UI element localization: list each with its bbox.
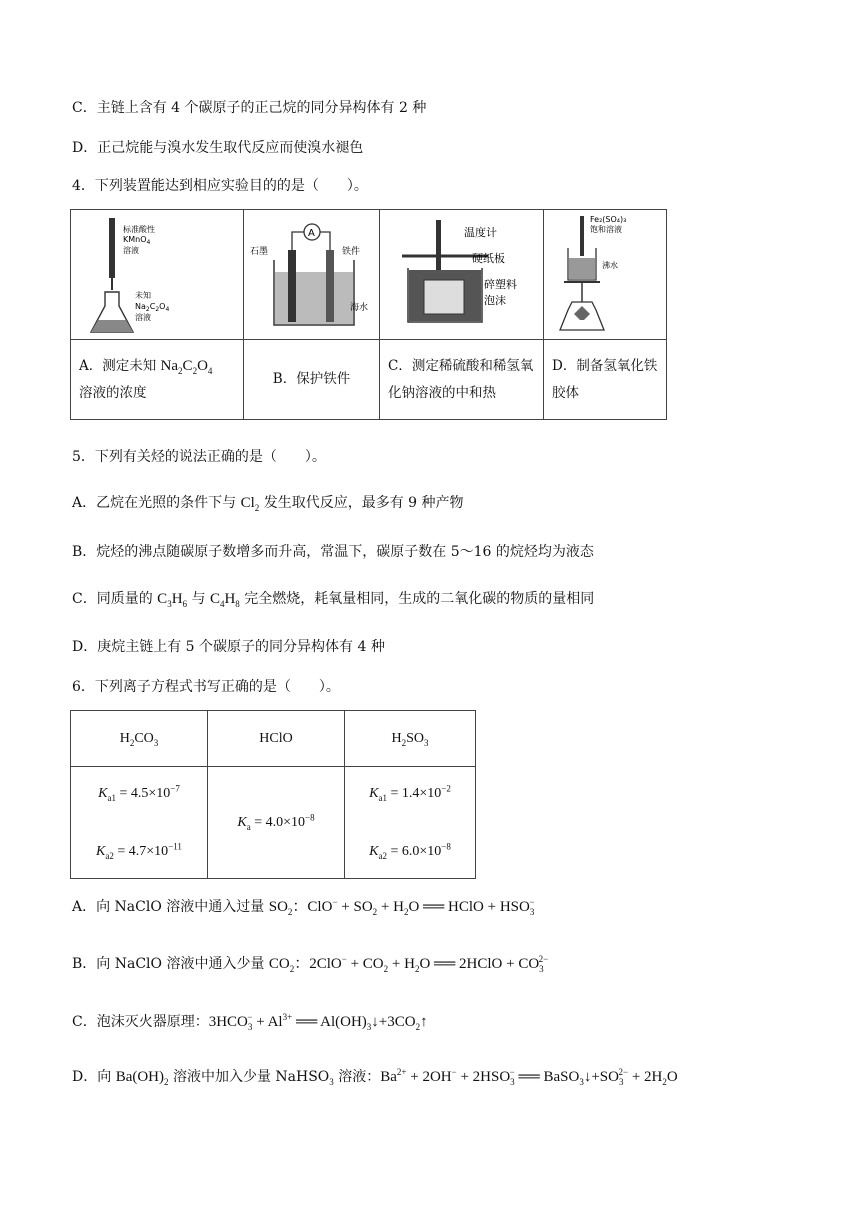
seawater-label: 海水 — [350, 303, 369, 313]
caption-c: C．测定稀硫酸和稀氢氧化钠溶液的中和热 — [380, 340, 544, 420]
fig-a-label-acid: 标准酸性 — [123, 225, 155, 234]
q3-option-c: C．主链上含有 4 个碳原子的正己烷的同分异构体有 2 种 — [72, 100, 427, 116]
q5-option-c: C．同质量的 $C_3H_6$ 与 $C_4H_8$ 完全燃烧，耗氧量相同，生成的二氧化碳的物质的量相同 — [72, 591, 595, 609]
foam-label-1: 碎塑料 — [484, 278, 517, 291]
svg-text:KMnO4: KMnO$_4$ — [123, 235, 151, 246]
calorimeter-figure — [380, 210, 543, 335]
q6-stem: 6．下列离子方程式书写正确的是（ ）。 — [72, 679, 340, 695]
fig-a-label-solution: 溶液 — [123, 246, 139, 255]
ka-table — [70, 710, 476, 879]
header-h2co3: $H_2CO_3$ — [71, 711, 208, 767]
hclo-ka-value: $K_a = 4.0\times 10^{-8}$ — [208, 767, 345, 879]
figure-c-cell — [380, 210, 544, 340]
q6-option-c: C．泡沫灭火器原理：$3HCO_3^- + Al^{3+}$ ══ $Al(OH)_3↓+3CO_2↑$ — [72, 1012, 428, 1032]
titration-figure — [71, 210, 243, 335]
cardboard-label: 硬纸板 — [472, 252, 505, 265]
caption-d: D．制备氢氧化铁胶体 — [544, 340, 667, 420]
boiling-water-label: 沸水 — [602, 261, 618, 270]
figure-a-cell — [71, 210, 244, 340]
q5-option-b: B．烷烃的沸点随碳原子数增多而升高，常温下，碳原子数在 5～16 的烷烃均为液态 — [72, 544, 594, 560]
figure-d-cell — [544, 210, 667, 340]
q3-option-d: D．正己烷能与溴水发生取代反应而使溴水褪色 — [72, 140, 364, 156]
ammeter-label: A — [308, 228, 315, 239]
caption-b: B．保护铁件 — [244, 340, 380, 420]
saturated-solution-label: 饱和溶液 — [590, 225, 622, 234]
header-h2so3: $H_2SO_3$ — [345, 711, 476, 767]
caption-a: A．测定未知 $Na_2C_2O_4$ 溶液的浓度 — [71, 340, 244, 420]
q5-stem: 5．下列有关烃的说法正确的是（ ）。 — [72, 449, 326, 465]
q6-option-b: B．向 NaClO 溶液中通入少量 $CO_2$：$2ClO^- + CO_2 + H_2O$ ══ 2HClO + $CO_3^{2-}$ — [72, 954, 549, 974]
fig-a-label-unknown: 未知 — [135, 291, 151, 300]
q5-option-d: D．庚烷主链上有 5 个碳原子的同分异构体有 4 种 — [72, 639, 385, 655]
thermometer-label: 温度计 — [464, 226, 497, 239]
header-hclo: HClO — [208, 711, 345, 767]
figure-b-cell — [244, 210, 380, 340]
fig-a-label-kmno4: KMnO — [123, 235, 147, 244]
electrolysis-figure — [244, 210, 379, 335]
colloid-figure — [544, 210, 666, 335]
q5-option-a: A．乙烷在光照的条件下与 $Cl_2$ 发生取代反应，最多有 9 种产物 — [72, 495, 464, 513]
fig-a-label-na2c2o4: $Na_2C_2O_4$ — [135, 302, 170, 313]
q6-option-a: A．向 NaClO 溶液中通入过量 $SO_2$：$ClO^- + SO_2 + H_2O$ ══ HClO + $HSO_3^-$ — [72, 897, 535, 917]
iron-piece-label: 铁件 — [342, 247, 361, 257]
h2so3-ka-values: $K_{a1} = 1.4\times 10^{-2}$ $K_{a2} = 6.0\times 10^{-8}$ — [345, 767, 476, 879]
q4-apparatus-table — [70, 209, 667, 420]
fe2so43-label: Fe₂(SO₄)₃ — [590, 215, 627, 224]
graphite-label: 石墨 — [250, 247, 269, 257]
q6-option-d: D．向 $Ba(OH)_2$ 溶液中加入少量 NaHSO$_3$ 溶液：$Ba^{2+} + 2OH^- + 2HSO_3^-$ ══ $BaSO_3↓+SO_3^{2-} + 2H_2O$ — [72, 1067, 678, 1087]
h2co3-ka-values: $K_{a1} = 4.5\times 10^{-7}$ $K_{a2} = 4.7\times 10^{-11}$ — [71, 767, 208, 879]
q4-stem: 4．下列装置能达到相应实验目的的是（ ）。 — [72, 178, 368, 194]
foam-label-2: 泡沫 — [484, 294, 506, 307]
svg-text:溶液: 溶液 — [135, 313, 151, 322]
